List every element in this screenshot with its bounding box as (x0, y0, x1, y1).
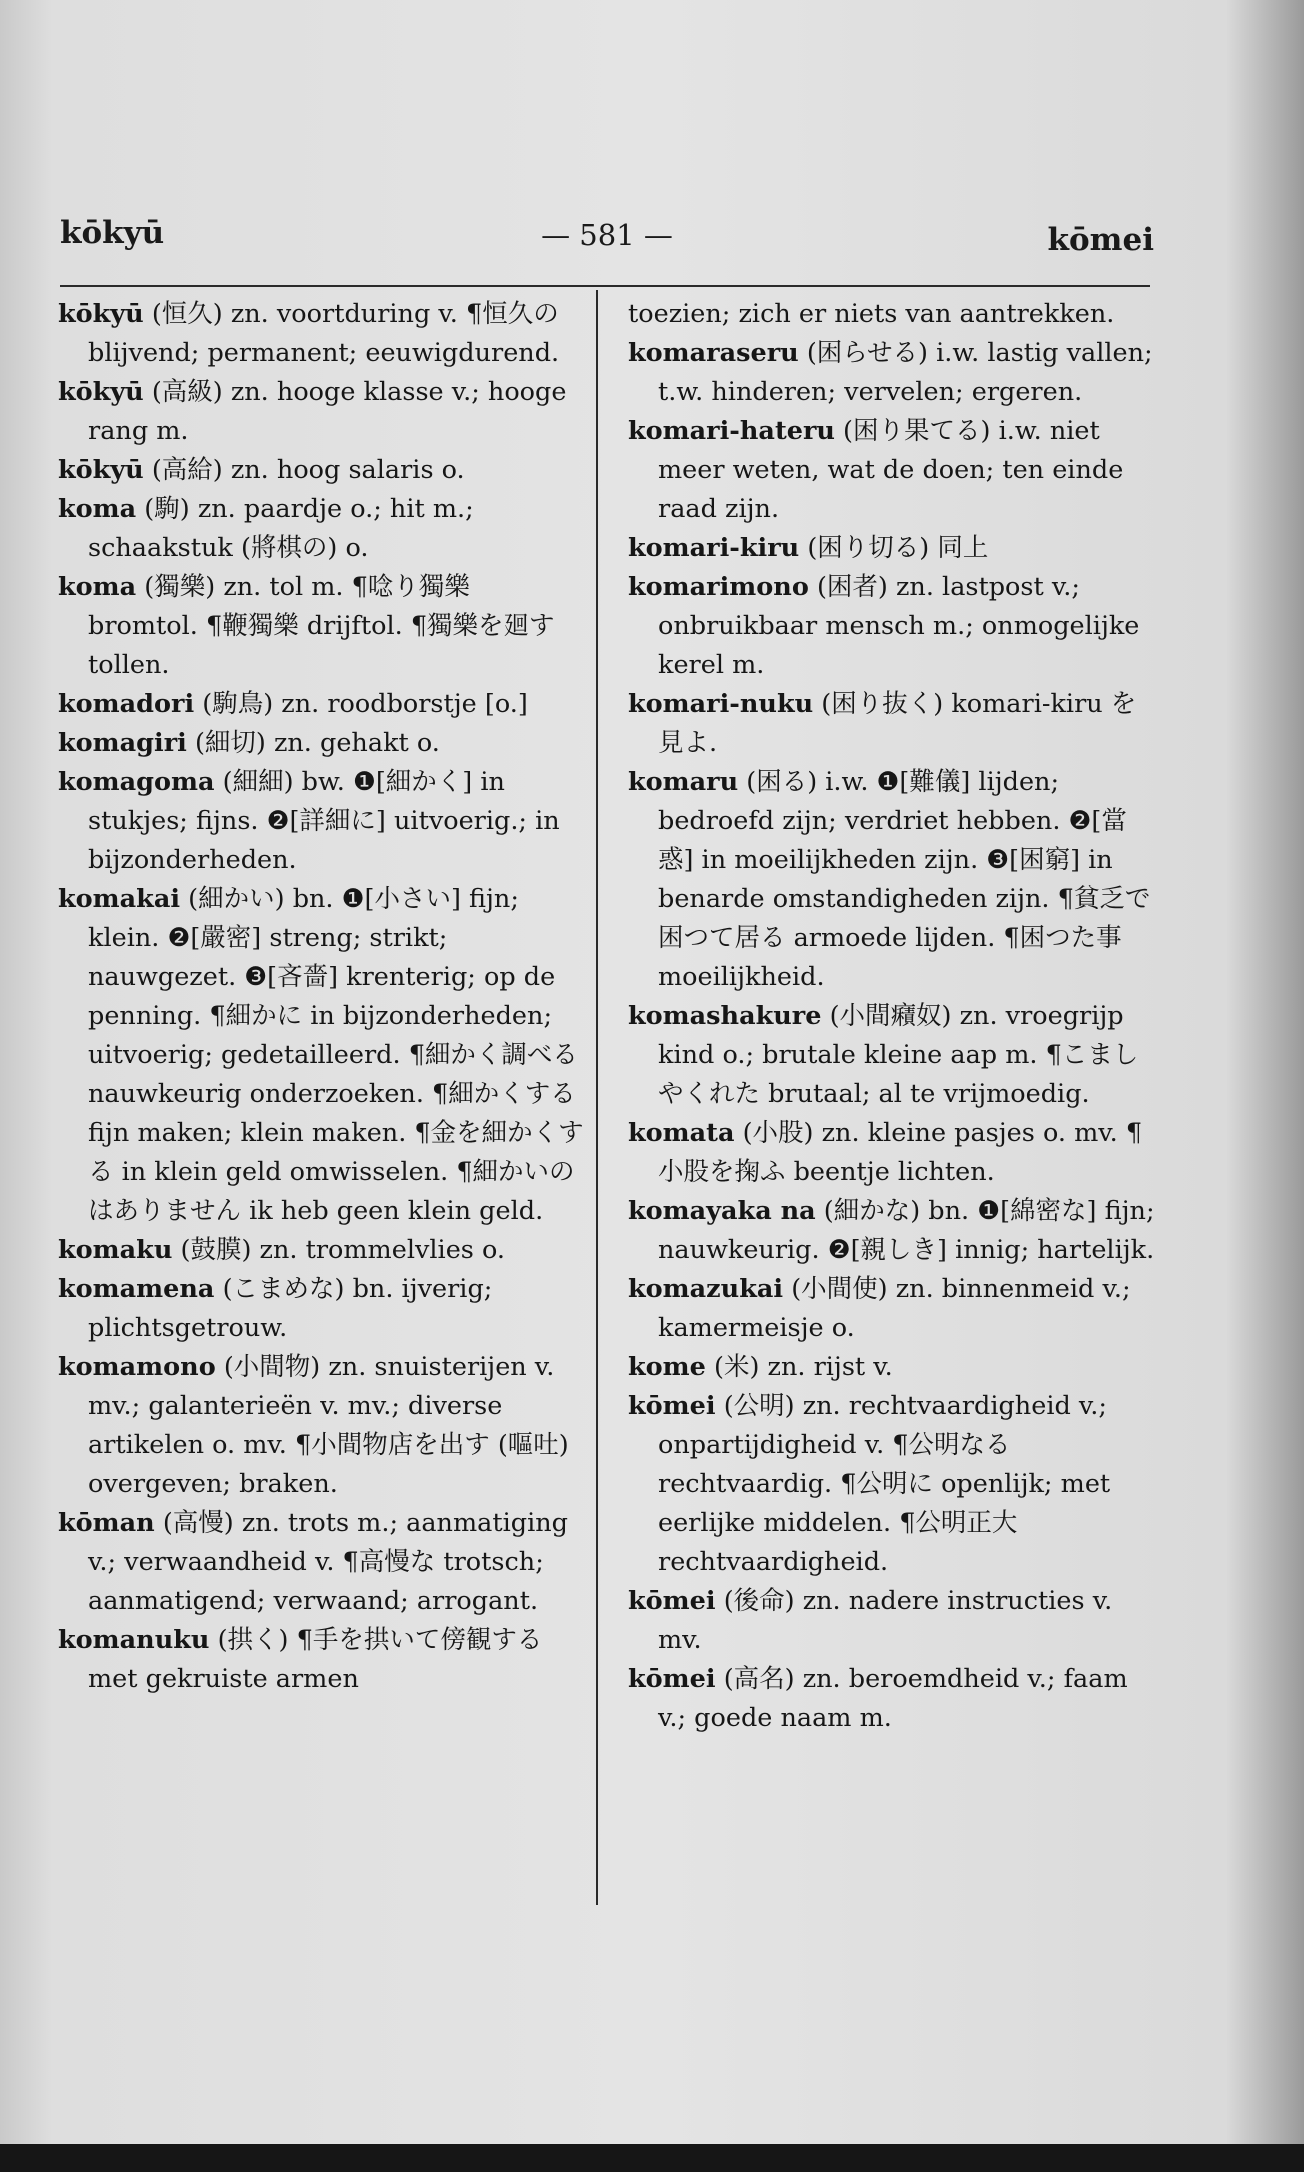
entry-definition: i.w. niet meer weten, wat de doen; ten einde raad zijn. (658, 416, 1124, 524)
dictionary-entry (58, 1504, 586, 1621)
entry-definition: zn. rechtvaardigheid v.; onpartijdigheid v. ¶公明なる rechtvaardig. ¶公明に openlijk; met eerlijke middelen. ¶公明正大 rechtvaardigheid. (658, 1391, 1111, 1577)
entry-kanji: (後命) (723, 1586, 795, 1616)
dictionary-entry (628, 529, 1158, 568)
entry-kanji: (獨樂) (144, 572, 216, 602)
entry-headword: komanuku (58, 1625, 210, 1655)
entry-kanji: (小股) (742, 1118, 814, 1148)
right-column (628, 295, 1158, 1738)
entry-headword: koma (58, 494, 137, 524)
entry-headword: komaru (628, 767, 739, 797)
dictionary-entry (58, 1270, 586, 1348)
right-guide-word: kōmei (1047, 222, 1154, 258)
entry-headword: komayaka na (628, 1196, 816, 1226)
entry-kanji: (高名) (723, 1664, 795, 1694)
dictionary-entry (58, 724, 586, 763)
dictionary-entry (628, 1270, 1158, 1348)
entry-headword: komakai (58, 884, 181, 914)
entry-headword: komagiri (58, 728, 187, 758)
entry-definition: zn. rijst v. (767, 1352, 893, 1382)
entry-headword: kōmei (628, 1664, 716, 1694)
entry-kanji: (こまめな) (222, 1274, 345, 1304)
entry-kanji: (小間物) (223, 1352, 321, 1382)
dictionary-entry (58, 451, 586, 490)
entry-headword: komaku (58, 1235, 173, 1265)
dictionary-entry (628, 763, 1158, 997)
entry-definition: zn. snuisterijen v. mv.; galanterieën v. mv.; diverse artikelen o. mv. ¶小間物店を出す (嘔吐) overgeven; braken. (88, 1352, 569, 1499)
entry-headword: komashakure (628, 1001, 822, 1031)
entry-kanji: (高級) (151, 377, 223, 407)
entry-headword: kōkyū (58, 299, 144, 329)
entry-kanji: (高給) (151, 455, 223, 485)
dictionary-entry (58, 490, 586, 568)
entry-headword: komagoma (58, 767, 215, 797)
entry-definition: zn. tol m. ¶唸り獨樂 bromtol. ¶鞭獨樂 drijftol. ¶獨樂を廻す tollen. (88, 572, 555, 680)
entry-definition: zn. trots m.; aanmatiging v.; verwaandheid v. ¶高慢な trotsch; aanmatigend; verwaand; arrogant. (88, 1508, 568, 1616)
entry-kanji: (駒鳥) (202, 689, 274, 719)
entry-headword: kome (628, 1352, 706, 1382)
dictionary-entry (628, 1114, 1158, 1192)
entry-kanji: (困者) (816, 572, 888, 602)
entry-definition: 同上 (937, 533, 989, 563)
dictionary-entry (58, 1231, 586, 1270)
entry-kanji: (困り切る) (807, 533, 930, 563)
entry-headword: komari-kiru (628, 533, 800, 563)
entry-definition: zn. voortduring v. ¶恒久の blijvend; permanent; eeuwigdurend. (88, 299, 560, 368)
entry-definition: zn. vroegrijp kind o.; brutale kleine aap m. ¶こましやくれた brutaal; al te vrijmoedig. (658, 1001, 1139, 1109)
dictionary-entry (628, 1192, 1158, 1270)
entry-kanji: (米) (714, 1352, 760, 1382)
column-divider (596, 290, 598, 1905)
dictionary-entry (628, 1387, 1158, 1582)
entry-kanji: (公明) (723, 1391, 795, 1421)
entry-kanji: (駒) (144, 494, 190, 524)
page-header (60, 215, 1154, 265)
entry-kanji: (細切) (194, 728, 266, 758)
entry-headword: komarimono (628, 572, 809, 602)
entry-headword: komaraseru (628, 338, 799, 368)
entry-definition: zn. paardje o.; hit m.; schaakstuk (將棋の) o. (88, 494, 474, 563)
entry-definition: bw. ❶[細かく] in stukjes; fijns. ❷[詳細に] uitvoerig.; in bijzonderheden. (88, 767, 560, 875)
entry-headword: kōkyū (58, 377, 144, 407)
entry-definition: zn. hooge klasse v.; hooge rang m. (88, 377, 567, 446)
entry-kanji: (困り果てる) (843, 416, 991, 446)
entry-headword: kōman (58, 1508, 155, 1538)
entry-kanji: (困り抜く) (821, 689, 944, 719)
dictionary-entry (628, 334, 1158, 412)
entry-headword: komamono (58, 1352, 216, 1382)
entry-kanji: (高慢) (162, 1508, 234, 1538)
entry-definition: ¶手を拱いて傍観する met gekruiste armen (88, 1625, 543, 1694)
entry-definition: zn. trommelvlies o. (259, 1235, 505, 1265)
entry-headword: koma (58, 572, 137, 602)
dictionary-entry (58, 1348, 586, 1504)
entry-definition: komari-kiru を見よ. (658, 689, 1137, 758)
entry-definition: bn. ❶[綿密な] fijn; nauwkeurig. ❷[親しき] innig; hartelijk. (658, 1196, 1155, 1265)
entry-definition: zn. beroemdheid v.; faam v.; goede naam m. (658, 1664, 1128, 1733)
dictionary-entry (58, 1621, 586, 1699)
left-column (58, 295, 586, 1699)
dictionary-entry (628, 997, 1158, 1114)
entry-kanji: (細細) (222, 767, 294, 797)
page-number: — 581 — (541, 218, 673, 252)
header-rule (60, 285, 1150, 287)
entry-headword: kōmei (628, 1391, 716, 1421)
entry-definition: i.w. ❶[難儀] lijden; bedroefd zijn; verdriet hebben. ❷[當惑] in moeilijkheden zijn. ❸[困窮] in benarde omstandigheden zijn. ¶貧乏で困つて居る armoede lijden. ¶困つた事 moeilijkheid. (658, 767, 1151, 992)
dictionary-entry (628, 568, 1158, 685)
entry-definition: bn. ❶[小さい] fijn; klein. ❷[嚴密] streng; strikt; nauwgezet. ❸[吝嗇] krenterig; op de penning. ¶細かに in bijzonderheden; uitvoerig; gedetailleerd. ¶細かく調べる nauwkeurig onderzoeken. ¶細かくする fijn maken; klein maken. ¶金を細かくする in klein geld omwisselen. ¶細かいのはありません ik heb geen klein geld. (88, 884, 584, 1226)
dictionary-entry (58, 373, 586, 451)
entry-kanji: (細かい) (188, 884, 285, 914)
entry-headword: komamena (58, 1274, 215, 1304)
entry-definition: zn. lastpost v.; onbruikbaar mensch m.; onmogelijke kerel m. (658, 572, 1140, 680)
dictionary-entry (628, 1660, 1158, 1738)
entry-definition: zn. roodborstje [o.] (281, 689, 528, 719)
dictionary-entry (628, 412, 1158, 529)
entry-kanji: (細かな) (823, 1196, 921, 1226)
entry-headword: komari-hateru (628, 416, 835, 446)
entry-headword: komazukai (628, 1274, 784, 1304)
entry-kanji: (鼓膜) (180, 1235, 252, 1265)
entry-definition: zn. gehakt o. (273, 728, 440, 758)
entry-definition: bn. ijverig; plichtsgetrouw. (88, 1274, 493, 1343)
entry-definition: zn. binnenmeid v.; kamermeisje o. (658, 1274, 1131, 1343)
entry-headword: komadori (58, 689, 195, 719)
entry-kanji: (拱く) (217, 1625, 289, 1655)
entry-headword: komari-nuku (628, 689, 814, 719)
left-guide-word: kōkyū (60, 215, 165, 251)
dictionary-entry (628, 1348, 1158, 1387)
entry-kanji: (困らせる) (806, 338, 928, 368)
dictionary-entry (58, 763, 586, 880)
entry-definition: zn. nadere instructies v. mv. (658, 1586, 1113, 1655)
entry-definition: i.w. lastig vallen; t.w. hinderen; vervelen; ergeren. (658, 338, 1153, 407)
dictionary-entry (58, 880, 586, 1231)
entry-kanji: (恒久) (151, 299, 223, 329)
entry-headword: komata (628, 1118, 735, 1148)
entry-definition: zn. hoog salaris o. (230, 455, 465, 485)
entry-kanji: (困る) (746, 767, 818, 797)
dictionary-entry (58, 685, 586, 724)
dictionary-entry (628, 1582, 1158, 1660)
dictionary-entry (58, 295, 586, 373)
entry-headword: kōmei (628, 1586, 716, 1616)
dictionary-entry (58, 568, 586, 685)
dictionary-entry (628, 685, 1158, 763)
dictionary-entry (628, 295, 1158, 334)
entry-definition: toezien; zich er niets van aantrekken. (628, 299, 1115, 329)
entry-headword: kōkyū (58, 455, 144, 485)
entry-definition: zn. kleine pasjes o. mv. ¶小股を掬ふ beentje lichten. (658, 1118, 1143, 1187)
entry-kanji: (小間使) (791, 1274, 888, 1304)
entry-kanji: (小間癪奴) (829, 1001, 952, 1031)
